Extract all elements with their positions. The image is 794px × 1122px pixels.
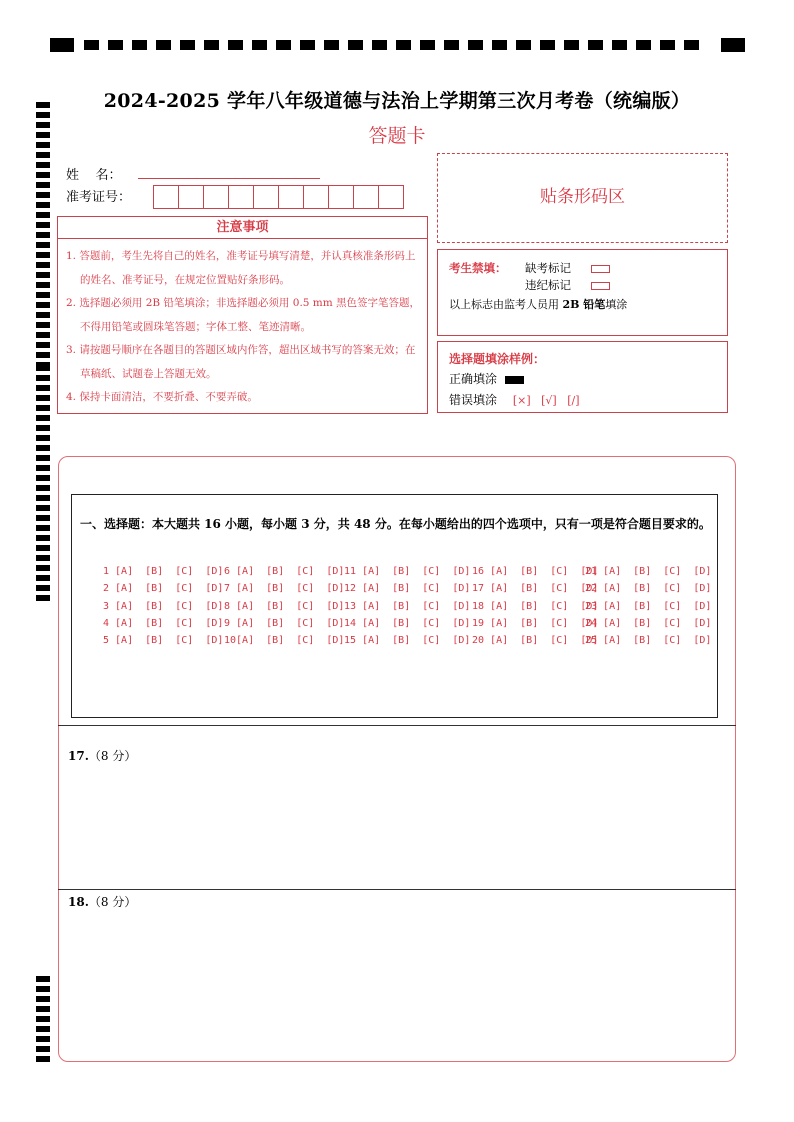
mcq-question-row[interactable]: 1 [A] [B] [C] [D] [103, 566, 224, 577]
mcq-question-row[interactable]: 4 [A] [B] [C] [D] [103, 617, 224, 629]
mcq-question-row[interactable]: 17 [A] [B] [C] [D] [472, 583, 599, 595]
mcq-question-row[interactable]: 12 [A] [B] [C] [D] [344, 583, 471, 595]
mcq-question-row[interactable]: 2 [A] [B] [C] [D] [103, 583, 224, 595]
mcq-question-row[interactable]: 14 [A] [B] [C] [D] [344, 617, 471, 629]
mcq-question-row[interactable]: 16 [A] [B] [C] [D] [472, 566, 599, 577]
proctor-marks-title: 考生禁填： [449, 261, 507, 275]
section-divider [58, 889, 736, 890]
absent-mark-box[interactable] [591, 265, 610, 273]
exam-id-boxes[interactable] [153, 185, 403, 209]
page-subtitle: 答题卡 [368, 125, 426, 147]
mcq-question-row[interactable]: 10[A] [B] [C] [D] [224, 635, 345, 647]
exam-id-digit-box[interactable] [228, 185, 254, 209]
fill-sample-title: 选择题填涂样例： [449, 352, 546, 366]
mcq-question-row[interactable]: 15 [A] [B] [C] [D] [344, 635, 471, 647]
question-17-label: 17.（8 分） [68, 749, 137, 763]
exam-id-digit-box[interactable] [253, 185, 279, 209]
violation-mark-box[interactable] [591, 282, 610, 290]
notice-item: 1. 答题前，考生先将自己的姓名，准考证号填写清楚，并认真核准条形码上的姓名、准考证号，在规定位置贴好条形码。 [66, 250, 416, 286]
violation-mark-label: 违纪标记 [525, 278, 571, 292]
exam-id-digit-box[interactable] [378, 185, 404, 209]
exam-id-digit-box[interactable] [203, 185, 229, 209]
mcq-question-row[interactable]: 9 [A] [B] [C] [D] [224, 617, 345, 629]
notice-item: 2. 选择题必须用 2B 铅笔填涂；非选择题必须用 0.5 mm 黑色签字笔答题，不得用铅笔或圆珠笔答题；字体工整、笔迹清晰。 [66, 297, 421, 333]
exam-id-digit-box[interactable] [353, 185, 379, 209]
mcq-instruction: 一、选择题：本大题共 16 小题，每小题 3 分，共 48 分。在每小题给出的四个选项中，只有一项是符合题目要求的。 [80, 517, 711, 531]
proctor-marks-box [437, 249, 728, 336]
name-field[interactable] [138, 178, 320, 179]
notice-title: 注意事项 [57, 216, 428, 239]
mcq-question-row[interactable]: 8 [A] [B] [C] [D] [224, 600, 345, 612]
mcq-question-row[interactable]: 24 [A] [B] [C] [D] [585, 617, 712, 629]
question-18-label: 18.（8 分） [68, 895, 137, 909]
wrong-fill-label: 错误填涂 [449, 393, 498, 407]
fill-sample-box [437, 341, 728, 413]
mcq-question-row[interactable]: 20 [A] [B] [C] [D] [472, 635, 599, 647]
mcq-question-row[interactable]: 11 [A] [B] [C] [D] [344, 566, 471, 577]
notice-list [57, 238, 428, 414]
question-18-answer-area[interactable] [58, 908, 736, 1058]
correct-fill-sample [505, 376, 524, 384]
mcq-question-row[interactable]: 22 [A] [B] [C] [D] [585, 583, 712, 595]
alignment-marks-top [50, 38, 745, 52]
mcq-question-row[interactable]: 21 [A] [B] [C] [D] [585, 566, 712, 577]
absent-mark-label: 缺考标记 [525, 261, 571, 275]
page-title: 2024-2025 学年八年级道德与法治上学期第三次月考卷（统编版） [103, 90, 691, 112]
exam-id-digit-box[interactable] [278, 185, 304, 209]
exam-id-digit-box[interactable] [303, 185, 329, 209]
exam-id-digit-box[interactable] [153, 185, 179, 209]
question-17-answer-area[interactable] [58, 742, 736, 888]
mcq-question-row[interactable]: 7 [A] [B] [C] [D] [224, 583, 345, 595]
mcq-question-row[interactable]: 25 [A] [B] [C] [D] [585, 635, 712, 647]
correct-fill-label: 正确填涂 [449, 372, 498, 386]
notice-item: 4. 保持卡面清洁，不要折叠、不要弄破。 [66, 391, 258, 403]
exam-id-digit-box[interactable] [178, 185, 204, 209]
mcq-question-row[interactable]: 18 [A] [B] [C] [D] [472, 600, 599, 612]
alignment-marks-left-middle [36, 365, 50, 605]
barcode-area [437, 153, 728, 243]
mcq-question-row[interactable]: 5 [A] [B] [C] [D] [103, 635, 224, 647]
mcq-question-row[interactable]: 23 [A] [B] [C] [D] [585, 600, 712, 612]
mcq-question-row[interactable]: 6 [A] [B] [C] [D] [224, 566, 345, 577]
alignment-marks-left-bottom [36, 976, 50, 1066]
exam-id-label: 准考证号： [66, 190, 132, 205]
mcq-question-row[interactable]: 13 [A] [B] [C] [D] [344, 600, 471, 612]
mcq-question-row[interactable]: 19 [A] [B] [C] [D] [472, 617, 599, 629]
barcode-label: 贴条形码区 [540, 187, 625, 207]
wrong-fill-samples: [×] [√] [/] [512, 394, 580, 407]
mcq-question-row[interactable]: 3 [A] [B] [C] [D] [103, 600, 224, 612]
notice-item: 3. 请按题号顺序在各题目的答题区域内作答，超出区域书写的答案无效；在草稿纸、试题卷上答题无效。 [66, 344, 416, 380]
section-divider [58, 725, 736, 726]
exam-id-digit-box[interactable] [328, 185, 354, 209]
proctor-note: 以上标志由监考人员用 2B 铅笔填涂 [449, 298, 628, 311]
name-label: 姓 名： [66, 168, 122, 183]
